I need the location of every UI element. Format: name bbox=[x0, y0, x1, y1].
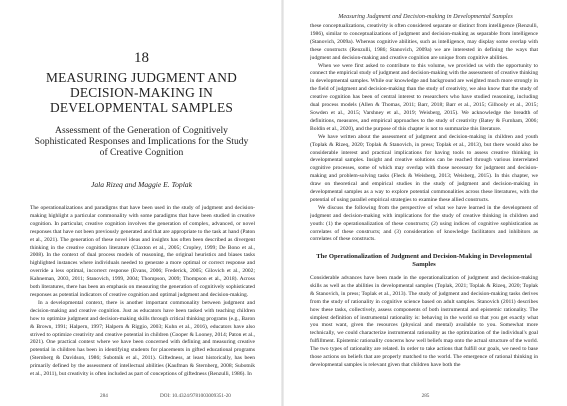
left-page bbox=[0, 0, 283, 406]
body-paragraph: Considerable advances have been made in the operationalization of judgment and decision-making skills as well as the abilities in developmental samples (Toplak, 2021; Toplak & Rizeq, 2020; Toplak & Stanovich, in press; Toplak et al., 2013). The study of judgment and decision-making tasks derives from the study of rationality in cognitive science based on adult samples. Stanovich (2011) describes how these tasks, collectively, assess components of both instrumental and epistemic rationality. The simplest definition of instrumental rationality is: behaving in the world so that you get exactly what you most want, given the resources (physical and mental) available to you. Somewhat more technically, we could characterize instrumental rationality as the optimization of the individual's goal fulfillment. Epistemic rationality concerns how well beliefs map onto the actual structure of the world. The two types of rationality are related. In order to take actions that fulfill our goals, we need to base those actions on beliefs that are properly matched to the world. The emergence of rational thinking in developmental samples is relevant given that children have both the bbox=[310, 275, 538, 368]
chapter-number: 18 bbox=[134, 50, 149, 66]
chapter-authors: Jala Rizeq and Maggie E. Toplak bbox=[91, 180, 192, 189]
page-number: 285 bbox=[421, 393, 430, 399]
right-body-text-top bbox=[310, 23, 538, 251]
right-footer bbox=[284, 393, 567, 399]
chapter-subtitle: Assessment of the Generation of Cognitively Sophisticated Responses and Implications for the Study of Creative Cognition bbox=[34, 125, 249, 159]
left-body-text bbox=[30, 205, 255, 391]
body-paragraph: these conceptualizations, creativity is often considered separate or distinct from intelligence (Renzulli, 1986), similar to conceptualizations of judgment and decision-making as separable from intelligence (Stanovich, 2009a). Whereas cognitive abilities, such as intelligence, may display some overlap with these constructs (Renzulli, 1986; Stanovich, 2009a) we are interested in defining the ways that judgment and decision-making and creative cognition are unique from cognitive abilities. bbox=[310, 23, 538, 61]
right-body-text-bottom bbox=[310, 275, 538, 391]
body-paragraph: We have written about the assessment of judgment and decision-making in children and youth (Toplak & Rizeq, 2020; Toplak & Stanovich, in press; Toplak et al., 2013), but there would also be considerable interest and practical implications for having tools to assess creative thinking in developmental samples. Insight and creative solutions can be reached through various interrelated cognitive processes, some of which may overlap with those necessary for judgment and decision-making and problem-solving tasks (Fleck & Weisberg, 2013; Weisberg, 2015). In this chapter, we draw on theoretical and empirical studies in the study of judgment and decision-making in developmental samples as a way to explore potential commonalities across these literatures, with the potential of using parallel empirical strategies to examine these allied constructs. bbox=[310, 133, 538, 203]
doi-reference: DOI: 10.4324/9781003009351-20 bbox=[160, 393, 231, 399]
page-number: 284 bbox=[100, 393, 108, 399]
section-heading: The Operationalization of Judgment and Decision-Making in Developmental Samples bbox=[316, 253, 532, 269]
body-paragraph: We discuss the following from the perspective of what we have learned in the development of judgment and decision-making with implications for the study of creative thinking in children and youth: (1) the operationalization of these constructs; (2) using indices of cognitive sophistication as correlates of these constructs; and (3) consideration of knowledge facilitators and inhibitors as correlates of these constructs. bbox=[310, 204, 538, 243]
body-paragraph: The operationalizations and paradigms that have been used in the study of judgment and decision-making highlight a particular commonality with some paradigms that have been studied in creative cognition. In particular, creative cognition involves the generation of complex, advanced, or novel responses that have not been previously generated and that are appropriate to the task at hand (Paton et al., 2021). The generation of these novel ideas and insights has often been described as divergent thinking in the creative cognition literature (Claxton et al., 2005; Cropley, 1999; De Bono et al., 2008). In the context of dual process models of reasoning, the original heuristics and biases tasks highlighted instances where individuals needed to generate a more optimal or correct response and override a less optimal, incorrect response (Evans, 2006; Frederick, 2005; Gilovich et al., 2002; Kahneman, 2003, 2011; Stanovich, 1999, 2004; Thompson, 2009; Thompson et al., 2018). Across both literatures, there has been an emphasis on measuring the generation of cognitively sophisticated responses as potential indicators of creative cognition and optimal judgment and decision-making. bbox=[30, 205, 255, 298]
right-page bbox=[284, 0, 567, 406]
body-paragraph: When we were first asked to contribute to this volume, we provided us with the opportunity to connect the empirical study of judgment and decision-making with the assessment of creative thinking in developmental samples. While our knowledge and background are weighted much more strongly in the field of judgment and decision-making than the study of creativity, we also know that the study of creative cognition has been of central interest to researchers who have studied reasoning, including dual process models (Allen & Thomas, 2011; Barr, 2018; Barr et al., 2015; Gilhooly et al., 2015; Sowden et al., 2015; Varshney et al., 2019; Weisberg, 2015). We acknowledge the breadth of definitions, measures, and empirical approaches to the study of creativity (Batey & Furnham, 2006; Boldin et al., 2020), and the purpose of this chapter is not to summarize this literature. bbox=[310, 62, 538, 132]
body-paragraph: In a developmental context, there is another important commonality between judgment and decision-making and creative cognition. Just as educators have been tasked with teaching children how to optimize judgment and decision-making skills through critical thinking programs (e.g., Baron & Brown, 1991; Halpern, 1997; Halpern & Riggio, 2003; Kuhn et al., 2016), educators have also strived to optimize creativity and creative potential in children (Cooper & Looney, 2014; Paton et al., 2021). One practical context where we have been concerned with defining and measuring creative potential in children has been in identifying students for placements in gifted educational programs (Sternberg & Davidson, 1986; Subotnik et al., 2011). Giftedness, at least historically, has been primarily defined by the assessment of intellectual abilities (Kaufman & Sternberg, 2008; Subotnik et al., 2011), but creativity is often included as part of conceptions of giftedness (Renzulli, 1986). In bbox=[30, 299, 255, 378]
running-head: Measuring Judgment and Decision-making in Developmental Samples bbox=[338, 13, 513, 20]
chapter-title: MEASURING JUDGMENT AND DECISION-MAKING IN DEVELOPMENTAL SAMPLES bbox=[46, 70, 237, 115]
